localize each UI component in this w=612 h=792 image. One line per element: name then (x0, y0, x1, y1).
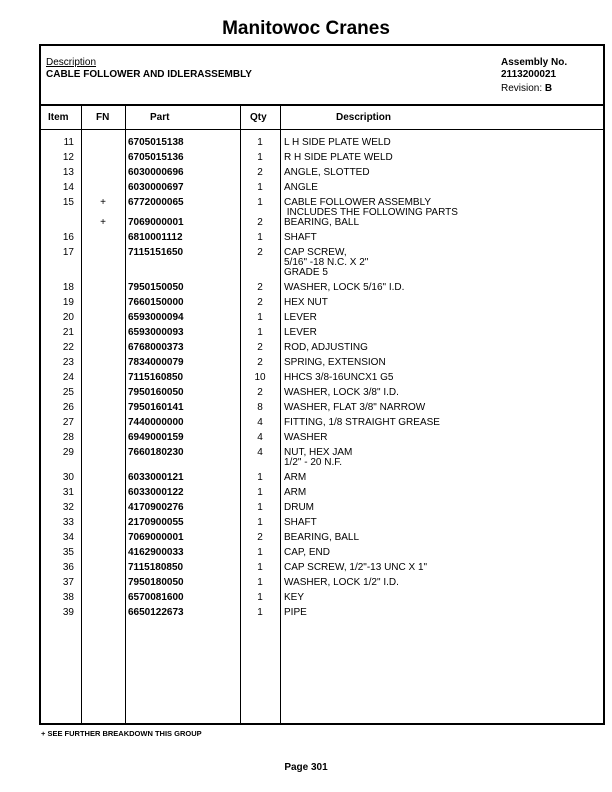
description-line: SHAFT (284, 517, 317, 528)
description-line: BEARING, BALL (284, 217, 360, 228)
quantity: 1 (257, 577, 263, 588)
part-description (284, 518, 600, 528)
quantity: 2 (257, 217, 263, 228)
assembly-description: CABLE FOLLOWER AND IDLERASSEMBLY (46, 69, 252, 80)
part-description (284, 418, 600, 428)
quantity: 8 (257, 402, 263, 413)
part-number: 6570081600 (128, 592, 184, 603)
part-description (284, 578, 600, 588)
quantity: 4 (257, 447, 263, 458)
quantity: 2 (257, 387, 263, 398)
description-line: FITTING, 1/8 STRAIGHT GREASE (284, 417, 440, 428)
part-description (284, 198, 600, 218)
quantity: 10 (254, 372, 266, 383)
description-line: R H SIDE PLATE WELD (284, 152, 393, 163)
fn-marker: + (100, 197, 106, 208)
item-number: 37 (62, 577, 74, 588)
column-header-fn: FN (96, 112, 110, 123)
assembly-number-label: Assembly No. (501, 57, 568, 68)
revision-value: B (544, 83, 553, 94)
part-description (284, 138, 600, 148)
quantity: 2 (257, 357, 263, 368)
page-title: Manitowoc Cranes (222, 18, 390, 39)
item-number: 26 (62, 402, 74, 413)
description-line: 1/2" - 20 N.F. (284, 457, 343, 468)
description-line: DRUM (284, 502, 314, 513)
part-description (284, 218, 600, 228)
item-number: 27 (62, 417, 74, 428)
item-number: 34 (62, 532, 74, 543)
part-description (284, 298, 600, 308)
quantity: 2 (257, 342, 263, 353)
part-number: 6810001112 (128, 232, 183, 243)
item-number: 36 (62, 562, 74, 573)
item-number: 13 (62, 167, 74, 178)
part-number: 7950160141 (128, 402, 184, 413)
part-description (284, 373, 600, 383)
part-number: 6949000159 (128, 432, 184, 443)
quantity: 1 (257, 517, 263, 528)
part-number: 7115180850 (128, 562, 184, 573)
part-description (284, 183, 600, 193)
part-number: 6030000697 (128, 182, 184, 193)
part-number: 6033000121 (128, 472, 184, 483)
part-number: 6768000373 (128, 342, 184, 353)
revision-label: Revision: (501, 83, 543, 94)
item-number: 35 (62, 547, 74, 558)
item-number: 19 (62, 297, 74, 308)
quantity: 2 (257, 532, 263, 543)
part-number: 7950150050 (128, 282, 184, 293)
part-description (284, 283, 600, 293)
part-number: 7950160050 (128, 387, 184, 398)
description-line: CAP SCREW, 1/2"-13 UNC X 1" (284, 562, 428, 573)
quantity: 1 (257, 592, 263, 603)
part-number: 6593000094 (128, 312, 184, 323)
part-description (284, 153, 600, 163)
item-number: 24 (62, 372, 74, 383)
part-description (284, 563, 600, 573)
part-description (284, 358, 600, 368)
part-description (284, 503, 600, 513)
description-line: WASHER, LOCK 5/16" I.D. (284, 282, 405, 293)
description-line: 5/16" -18 N.C. X 2" (284, 257, 369, 268)
part-description (284, 488, 600, 498)
part-number: 7950180050 (128, 577, 184, 588)
fn-marker: + (100, 217, 106, 228)
description-line: WASHER, FLAT 3/8" NARROW (284, 402, 426, 413)
item-number: 15 (62, 197, 74, 208)
part-description (284, 448, 600, 468)
part-number: 6705015136 (128, 152, 184, 163)
quantity: 1 (257, 472, 263, 483)
part-number: 7115160850 (128, 372, 184, 383)
column-header-part: Part (150, 112, 170, 123)
item-number: 28 (62, 432, 74, 443)
description-line: WASHER (284, 432, 328, 443)
part-number: 7834000079 (128, 357, 184, 368)
description-line: WASHER, LOCK 3/8" I.D. (284, 387, 399, 398)
item-number: 17 (62, 247, 74, 258)
column-header-description: Description (336, 112, 392, 123)
description-line: ARM (284, 487, 307, 498)
part-description (284, 248, 600, 278)
part-number: 4170900276 (128, 502, 184, 513)
column-divider (125, 104, 126, 723)
item-number: 25 (62, 387, 74, 398)
description-line: ANGLE (284, 182, 318, 193)
part-description (284, 473, 600, 483)
item-number: 38 (62, 592, 74, 603)
part-number: 7115151650 (128, 247, 184, 258)
description-line: PIPE (284, 607, 307, 618)
item-number: 18 (62, 282, 74, 293)
description-line: LEVER (284, 312, 317, 323)
quantity: 1 (257, 607, 263, 618)
description-line: ROD, ADJUSTING (284, 342, 368, 353)
part-number: 6650122673 (128, 607, 184, 618)
part-number: 4162900033 (128, 547, 184, 558)
item-number: 32 (62, 502, 74, 513)
part-description (284, 548, 600, 558)
part-description (284, 233, 600, 243)
description-line: GRADE 5 (284, 267, 328, 278)
item-number: 29 (62, 447, 74, 458)
item-number: 16 (62, 232, 74, 243)
item-number: 12 (62, 152, 74, 163)
assembly-number: 2113200021 (501, 69, 557, 80)
item-number: 11 (63, 137, 74, 148)
part-number: 6593000093 (128, 327, 184, 338)
column-header-item: Item (48, 112, 69, 123)
quantity: 2 (257, 247, 263, 258)
description-line: SHAFT (284, 232, 317, 243)
description-line: SPRING, EXTENSION (284, 357, 386, 368)
footnote: + SEE FURTHER BREAKDOWN THIS GROUP (41, 729, 202, 738)
part-description (284, 533, 600, 543)
column-divider (280, 104, 281, 723)
item-number: 14 (62, 182, 74, 193)
part-description (284, 608, 600, 618)
part-number: 6705015138 (128, 137, 184, 148)
quantity: 1 (257, 197, 263, 208)
item-number: 30 (62, 472, 74, 483)
part-description (284, 433, 600, 443)
part-description (284, 593, 600, 603)
description-line: ANGLE, SLOTTED (284, 167, 370, 178)
part-description (284, 343, 600, 353)
item-number: 31 (62, 487, 74, 498)
quantity: 1 (257, 487, 263, 498)
part-number: 7069000001 (128, 532, 184, 543)
quantity: 1 (257, 137, 263, 148)
quantity: 1 (257, 502, 263, 513)
quantity: 1 (257, 152, 263, 163)
item-number: 33 (62, 517, 74, 528)
quantity: 2 (257, 282, 263, 293)
description-line: INCLUDES THE FOLLOWING PARTS (284, 207, 458, 218)
quantity: 1 (257, 312, 263, 323)
quantity: 1 (257, 232, 263, 243)
description-line: L H SIDE PLATE WELD (284, 137, 391, 148)
description-line: CAP SCREW, (284, 247, 347, 258)
column-divider (81, 104, 82, 723)
quantity: 1 (257, 547, 263, 558)
part-description (284, 168, 600, 178)
part-number: 6033000122 (128, 487, 184, 498)
quantity: 1 (257, 182, 263, 193)
assembly-header (41, 46, 603, 106)
item-number: 21 (62, 327, 74, 338)
page-number: Page 301 (284, 762, 328, 773)
column-divider (240, 104, 241, 723)
description-line: CABLE FOLLOWER ASSEMBLY (284, 197, 432, 208)
description-line: CAP, END (284, 547, 330, 558)
description-line: HHCS 3/8-16UNCX1 G5 (284, 372, 394, 383)
part-description (284, 328, 600, 338)
part-description (284, 388, 600, 398)
part-number: 7660150000 (128, 297, 184, 308)
part-number: 7069000001 (128, 217, 184, 228)
description-line: LEVER (284, 327, 317, 338)
description-line: BEARING, BALL (284, 532, 360, 543)
item-number: 23 (62, 357, 74, 368)
item-number: 22 (62, 342, 74, 353)
description-label: Description (46, 57, 97, 68)
part-number: 6030000696 (128, 167, 184, 178)
part-description (284, 403, 600, 413)
quantity: 1 (257, 562, 263, 573)
quantity: 2 (257, 297, 263, 308)
description-line: NUT, HEX JAM (284, 447, 353, 458)
quantity: 4 (257, 432, 263, 443)
quantity: 4 (257, 417, 263, 428)
part-description (284, 313, 600, 323)
parts-table-frame (39, 44, 605, 725)
item-number: 20 (62, 312, 74, 323)
part-number: 2170900055 (128, 517, 184, 528)
item-number: 39 (62, 607, 74, 618)
part-number: 7660180230 (128, 447, 184, 458)
description-line: WASHER, LOCK 1/2" I.D. (284, 577, 399, 588)
quantity: 2 (257, 167, 263, 178)
part-number: 6772000065 (128, 197, 184, 208)
description-line: KEY (284, 592, 305, 603)
description-line: ARM (284, 472, 307, 483)
revision (501, 83, 552, 94)
part-number: 7440000000 (128, 417, 184, 428)
column-header-qty: Qty (250, 112, 267, 123)
quantity: 1 (257, 327, 263, 338)
description-line: HEX NUT (284, 297, 328, 308)
